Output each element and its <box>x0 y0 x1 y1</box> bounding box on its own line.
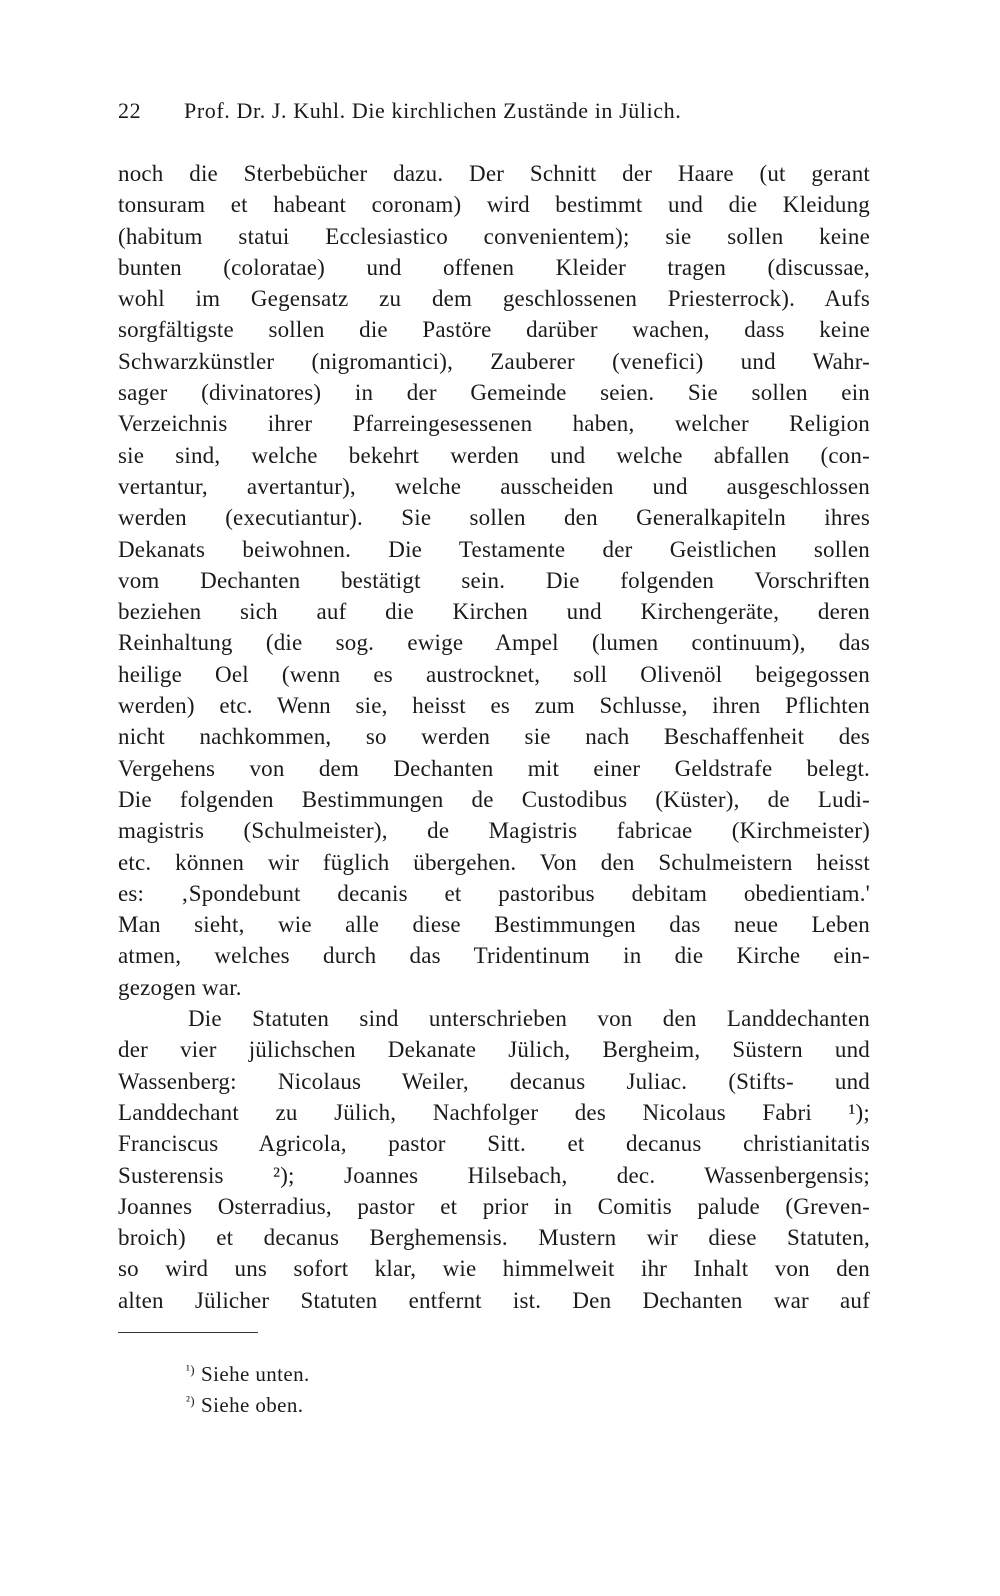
footnote-text: Siehe oben. <box>201 1393 304 1417</box>
text-line: etc. können wir füglich übergehen. Von den Schulmeistern heisst <box>118 849 870 875</box>
text-line: Schwarzkünstler (nigromantici), Zauberer (venefici) und Wahr- <box>118 348 870 374</box>
footnote <box>186 1354 586 1385</box>
running-head <box>118 98 878 124</box>
text-line: magistris (Schulmeister), de Magistris fabricae (Kirchmeister) <box>118 818 870 844</box>
text-line: Verzeichnis ihrer Pfarreingesessenen haben, welcher Religion <box>118 411 870 437</box>
page-number: 22 <box>118 98 142 123</box>
text-line: alten Jülicher Statuten entfernt ist. Den Dechanten war auf <box>118 1287 870 1313</box>
text-line: noch die Sterbebücher dazu. Der Schnitt der Haare (ut gerant <box>118 161 870 186</box>
footnote-mark: ¹) <box>186 1362 196 1377</box>
footnote-rule <box>118 1332 258 1333</box>
text-line: nicht nachkommen, so werden sie nach Beschaffenheit des <box>118 724 870 750</box>
text-line: vertantur, avertantur), welche ausscheiden und ausgeschlossen <box>118 473 870 499</box>
text-line: Dekanats beiwohnen. Die Testamente der Geistlichen sollen <box>118 536 870 562</box>
footnote-text: Siehe unten. <box>201 1362 310 1386</box>
text-line: Die Statuten sind unterschrieben von den Landdechanten <box>188 1006 870 1032</box>
text-line: atmen, welches durch das Tridentinum in die Kirche ein- <box>118 943 870 969</box>
text-line: Landdechant zu Jülich, Nachfolger des Nicolaus Fabri ¹); <box>118 1099 870 1125</box>
footnote-mark: ²) <box>186 1393 196 1408</box>
body-text <box>118 158 870 1316</box>
text-line: Wassenberg: Nicolaus Weiler, decanus Juliac. (Stifts- und <box>118 1068 870 1094</box>
text-line: sager (divinatores) in der Gemeinde seien. Sie sollen ein <box>118 380 870 406</box>
text-line: Joannes Osterradius, pastor et prior in Comitis palude (Greven- <box>118 1193 870 1219</box>
text-line: gezogen war. <box>118 974 242 1000</box>
footnote <box>186 1385 586 1416</box>
text-line: Reinhaltung (die sog. ewige Ampel (lumen continuum), das <box>118 630 870 656</box>
text-line: so wird uns sofort klar, wie himmelweit ihr Inhalt von den <box>118 1256 870 1282</box>
text-line: beziehen sich auf die Kirchen und Kirchengeräte, deren <box>118 599 870 625</box>
text-line: (habitum statui Ecclesiastico convenientem); sie sollen keine <box>118 223 870 249</box>
footnotes <box>186 1354 586 1416</box>
text-line: tonsuram et habeant coronam) wird bestimmt und die Kleidung <box>118 192 870 218</box>
text-line: werden (executiantur). Sie sollen den Generalkapiteln ihres <box>118 505 870 531</box>
text-line: werden) etc. Wenn sie, heisst es zum Schlusse, ihren Pflichten <box>118 693 870 719</box>
text-line: bunten (coloratae) und offenen Kleider tragen (discussae, <box>118 254 870 280</box>
text-line: heilige Oel (wenn es austrocknet, soll Olivenöl beigegossen <box>118 661 870 687</box>
text-line: broich) et decanus Berghemensis. Mustern wir diese Statuten, <box>118 1225 870 1251</box>
text-line: Die folgenden Bestimmungen de Custodibus (Küster), de Ludi- <box>118 786 870 812</box>
text-line: Susterensis ²); Joannes Hilsebach, dec. Wassenbergensis; <box>118 1162 870 1188</box>
text-line: der vier jülichschen Dekanate Jülich, Bergheim, Süstern und <box>118 1037 870 1063</box>
text-line: Vergehens von dem Dechanten mit einer Geldstrafe belegt. <box>118 755 870 781</box>
text-line: wohl im Gegensatz zu dem geschlossenen Priesterrock). Aufs <box>118 286 870 312</box>
text-line: Franciscus Agricola, pastor Sitt. et decanus christianitatis <box>118 1131 870 1157</box>
text-line: vom Dechanten bestätigt sein. Die folgenden Vorschriften <box>118 567 870 593</box>
text-line: sie sind, welche bekehrt werden und welche abfallen (con- <box>118 442 870 468</box>
running-title: Prof. Dr. J. Kuhl. Die kirchlichen Zustände in Jülich. <box>184 98 682 123</box>
text-line: Man sieht, wie alle diese Bestimmungen das neue Leben <box>118 912 870 938</box>
text-line: sorgfältigste sollen die Pastöre darüber wachen, dass keine <box>118 317 870 343</box>
text-line: es: ‚Spondebunt decanis et pastoribus debitam obedientiam.' <box>118 880 870 906</box>
